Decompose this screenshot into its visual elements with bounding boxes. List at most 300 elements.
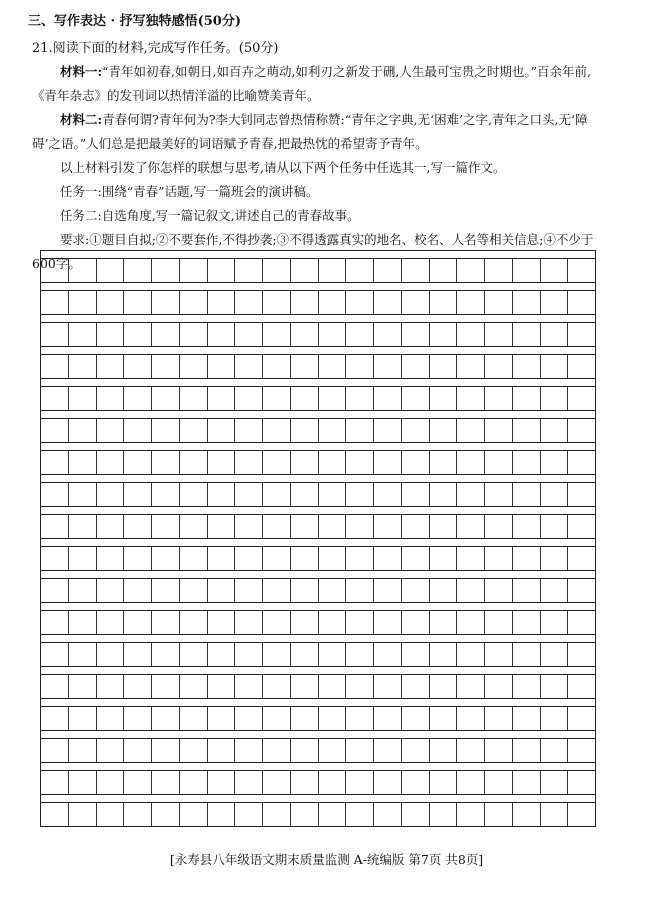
grid-cell[interactable]	[346, 547, 374, 570]
grid-cell[interactable]	[69, 643, 97, 666]
grid-cell[interactable]	[485, 579, 513, 602]
grid-cell[interactable]	[346, 611, 374, 634]
grid-cell[interactable]	[180, 643, 208, 666]
grid-cell[interactable]	[69, 291, 97, 314]
grid-cell[interactable]	[152, 611, 180, 634]
grid-cell[interactable]	[235, 515, 263, 538]
grid-cell[interactable]	[41, 451, 69, 474]
grid-cell[interactable]	[541, 643, 569, 666]
grid-cell[interactable]	[568, 291, 595, 314]
grid-cell[interactable]	[180, 771, 208, 794]
grid-cell[interactable]	[41, 675, 69, 698]
grid-cell[interactable]	[541, 387, 569, 410]
grid-cell[interactable]	[235, 387, 263, 410]
grid-cell[interactable]	[291, 451, 319, 474]
grid-cell[interactable]	[541, 515, 569, 538]
grid-cell[interactable]	[513, 387, 541, 410]
grid-cell[interactable]	[374, 803, 402, 826]
grid-cell[interactable]	[152, 419, 180, 442]
grid-cell[interactable]	[263, 483, 291, 506]
grid-cell[interactable]	[152, 291, 180, 314]
grid-cell[interactable]	[402, 739, 430, 762]
grid-cell[interactable]	[457, 451, 485, 474]
grid-cell[interactable]	[568, 483, 595, 506]
grid-cell[interactable]	[124, 611, 152, 634]
grid-cell[interactable]	[263, 259, 291, 282]
grid-cell[interactable]	[430, 419, 458, 442]
grid-cell[interactable]	[208, 387, 236, 410]
grid-cell[interactable]	[541, 419, 569, 442]
grid-cell[interactable]	[152, 803, 180, 826]
grid-cell[interactable]	[69, 387, 97, 410]
grid-cell[interactable]	[457, 579, 485, 602]
grid-cell[interactable]	[513, 355, 541, 378]
grid-cell[interactable]	[346, 643, 374, 666]
grid-cell[interactable]	[346, 355, 374, 378]
grid-cell[interactable]	[208, 259, 236, 282]
grid-cell[interactable]	[235, 579, 263, 602]
grid-cell[interactable]	[69, 771, 97, 794]
grid-cell[interactable]	[513, 643, 541, 666]
grid-cell[interactable]	[457, 611, 485, 634]
grid-cell[interactable]	[124, 579, 152, 602]
grid-cell[interactable]	[235, 739, 263, 762]
grid-cell[interactable]	[97, 739, 125, 762]
grid-cell[interactable]	[568, 355, 595, 378]
grid-cell[interactable]	[69, 355, 97, 378]
grid-cell[interactable]	[152, 675, 180, 698]
grid-cell[interactable]	[180, 707, 208, 730]
grid-cell[interactable]	[319, 323, 347, 346]
grid-cell[interactable]	[457, 387, 485, 410]
grid-cell[interactable]	[457, 547, 485, 570]
grid-cell[interactable]	[430, 387, 458, 410]
grid-cell[interactable]	[180, 675, 208, 698]
grid-cell[interactable]	[97, 707, 125, 730]
grid-cell[interactable]	[180, 259, 208, 282]
grid-cell[interactable]	[124, 355, 152, 378]
grid-cell[interactable]	[430, 547, 458, 570]
grid-cell[interactable]	[485, 707, 513, 730]
grid-cell[interactable]	[430, 515, 458, 538]
grid-cell[interactable]	[346, 323, 374, 346]
grid-cell[interactable]	[263, 579, 291, 602]
grid-cell[interactable]	[568, 323, 595, 346]
grid-cell[interactable]	[568, 771, 595, 794]
grid-cell[interactable]	[374, 515, 402, 538]
grid-cell[interactable]	[208, 611, 236, 634]
grid-cell[interactable]	[291, 611, 319, 634]
grid-cell[interactable]	[180, 547, 208, 570]
grid-cell[interactable]	[402, 675, 430, 698]
grid-cell[interactable]	[180, 355, 208, 378]
grid-cell[interactable]	[485, 803, 513, 826]
grid-cell[interactable]	[263, 451, 291, 474]
grid-cell[interactable]	[568, 643, 595, 666]
grid-cell[interactable]	[430, 675, 458, 698]
grid-cell[interactable]	[208, 323, 236, 346]
grid-cell[interactable]	[69, 611, 97, 634]
grid-cell[interactable]	[374, 419, 402, 442]
grid-cell[interactable]	[41, 387, 69, 410]
grid-cell[interactable]	[291, 323, 319, 346]
grid-cell[interactable]	[402, 483, 430, 506]
grid-cell[interactable]	[319, 387, 347, 410]
grid-cell[interactable]	[319, 355, 347, 378]
grid-cell[interactable]	[374, 771, 402, 794]
grid-cell[interactable]	[485, 451, 513, 474]
grid-cell[interactable]	[124, 387, 152, 410]
grid-cell[interactable]	[180, 419, 208, 442]
grid-cell[interactable]	[291, 547, 319, 570]
grid-cell[interactable]	[346, 419, 374, 442]
grid-cell[interactable]	[41, 483, 69, 506]
grid-cell[interactable]	[430, 579, 458, 602]
grid-cell[interactable]	[180, 323, 208, 346]
grid-cell[interactable]	[457, 483, 485, 506]
grid-cell[interactable]	[152, 707, 180, 730]
grid-cell[interactable]	[319, 259, 347, 282]
grid-cell[interactable]	[69, 259, 97, 282]
grid-cell[interactable]	[541, 355, 569, 378]
grid-cell[interactable]	[180, 387, 208, 410]
grid-cell[interactable]	[263, 291, 291, 314]
grid-cell[interactable]	[541, 675, 569, 698]
grid-cell[interactable]	[568, 515, 595, 538]
grid-cell[interactable]	[430, 355, 458, 378]
grid-cell[interactable]	[69, 547, 97, 570]
grid-cell[interactable]	[374, 451, 402, 474]
grid-cell[interactable]	[263, 355, 291, 378]
grid-cell[interactable]	[208, 707, 236, 730]
grid-cell[interactable]	[402, 547, 430, 570]
grid-cell[interactable]	[69, 419, 97, 442]
grid-cell[interactable]	[152, 323, 180, 346]
grid-cell[interactable]	[541, 259, 569, 282]
grid-cell[interactable]	[541, 771, 569, 794]
grid-cell[interactable]	[319, 451, 347, 474]
grid-cell[interactable]	[180, 451, 208, 474]
grid-cell[interactable]	[430, 707, 458, 730]
grid-cell[interactable]	[41, 291, 69, 314]
grid-cell[interactable]	[513, 323, 541, 346]
grid-cell[interactable]	[180, 611, 208, 634]
grid-cell[interactable]	[263, 803, 291, 826]
grid-cell[interactable]	[457, 771, 485, 794]
grid-cell[interactable]	[513, 419, 541, 442]
grid-cell[interactable]	[319, 547, 347, 570]
grid-cell[interactable]	[513, 547, 541, 570]
grid-cell[interactable]	[430, 259, 458, 282]
grid-cell[interactable]	[235, 771, 263, 794]
grid-cell[interactable]	[263, 675, 291, 698]
grid-cell[interactable]	[541, 483, 569, 506]
grid-cell[interactable]	[152, 515, 180, 538]
grid-cell[interactable]	[180, 803, 208, 826]
grid-cell[interactable]	[208, 771, 236, 794]
grid-cell[interactable]	[374, 547, 402, 570]
grid-cell[interactable]	[346, 483, 374, 506]
grid-cell[interactable]	[402, 771, 430, 794]
grid-cell[interactable]	[291, 771, 319, 794]
grid-cell[interactable]	[69, 483, 97, 506]
grid-cell[interactable]	[513, 579, 541, 602]
grid-cell[interactable]	[69, 451, 97, 474]
grid-cell[interactable]	[402, 291, 430, 314]
grid-cell[interactable]	[263, 547, 291, 570]
grid-cell[interactable]	[374, 643, 402, 666]
grid-cell[interactable]	[208, 515, 236, 538]
grid-cell[interactable]	[124, 419, 152, 442]
grid-cell[interactable]	[41, 643, 69, 666]
grid-cell[interactable]	[97, 675, 125, 698]
grid-cell[interactable]	[124, 739, 152, 762]
grid-cell[interactable]	[124, 643, 152, 666]
grid-cell[interactable]	[485, 323, 513, 346]
grid-cell[interactable]	[513, 483, 541, 506]
grid-cell[interactable]	[291, 355, 319, 378]
grid-cell[interactable]	[41, 739, 69, 762]
grid-cell[interactable]	[97, 387, 125, 410]
grid-cell[interactable]	[41, 355, 69, 378]
grid-cell[interactable]	[346, 291, 374, 314]
grid-cell[interactable]	[208, 675, 236, 698]
grid-cell[interactable]	[291, 483, 319, 506]
grid-cell[interactable]	[541, 291, 569, 314]
grid-cell[interactable]	[97, 259, 125, 282]
grid-cell[interactable]	[568, 259, 595, 282]
grid-cell[interactable]	[513, 707, 541, 730]
grid-cell[interactable]	[568, 579, 595, 602]
grid-cell[interactable]	[513, 259, 541, 282]
grid-cell[interactable]	[152, 579, 180, 602]
grid-cell[interactable]	[485, 611, 513, 634]
grid-cell[interactable]	[208, 547, 236, 570]
grid-cell[interactable]	[152, 259, 180, 282]
grid-cell[interactable]	[319, 771, 347, 794]
grid-cell[interactable]	[235, 611, 263, 634]
grid-cell[interactable]	[513, 291, 541, 314]
writing-grid[interactable]	[40, 250, 596, 827]
grid-cell[interactable]	[374, 739, 402, 762]
grid-cell[interactable]	[485, 675, 513, 698]
grid-cell[interactable]	[97, 291, 125, 314]
grid-cell[interactable]	[568, 387, 595, 410]
grid-cell[interactable]	[541, 579, 569, 602]
grid-cell[interactable]	[263, 771, 291, 794]
grid-cell[interactable]	[97, 451, 125, 474]
grid-cell[interactable]	[235, 643, 263, 666]
grid-cell[interactable]	[319, 291, 347, 314]
grid-cell[interactable]	[430, 483, 458, 506]
grid-cell[interactable]	[291, 739, 319, 762]
grid-cell[interactable]	[235, 291, 263, 314]
grid-cell[interactable]	[319, 643, 347, 666]
grid-cell[interactable]	[263, 387, 291, 410]
grid-cell[interactable]	[180, 483, 208, 506]
grid-cell[interactable]	[457, 739, 485, 762]
grid-cell[interactable]	[346, 803, 374, 826]
grid-cell[interactable]	[374, 579, 402, 602]
grid-cell[interactable]	[208, 579, 236, 602]
grid-cell[interactable]	[568, 611, 595, 634]
grid-cell[interactable]	[41, 611, 69, 634]
grid-cell[interactable]	[485, 515, 513, 538]
grid-cell[interactable]	[402, 803, 430, 826]
grid-cell[interactable]	[263, 323, 291, 346]
grid-cell[interactable]	[291, 291, 319, 314]
grid-cell[interactable]	[346, 707, 374, 730]
grid-cell[interactable]	[124, 259, 152, 282]
grid-cell[interactable]	[319, 611, 347, 634]
grid-cell[interactable]	[235, 483, 263, 506]
grid-cell[interactable]	[374, 355, 402, 378]
grid-cell[interactable]	[41, 259, 69, 282]
grid-cell[interactable]	[402, 643, 430, 666]
grid-cell[interactable]	[457, 515, 485, 538]
grid-cell[interactable]	[124, 291, 152, 314]
grid-cell[interactable]	[485, 419, 513, 442]
grid-cell[interactable]	[41, 323, 69, 346]
grid-cell[interactable]	[124, 771, 152, 794]
grid-cell[interactable]	[457, 259, 485, 282]
grid-cell[interactable]	[457, 707, 485, 730]
grid-cell[interactable]	[97, 611, 125, 634]
grid-cell[interactable]	[41, 771, 69, 794]
grid-cell[interactable]	[513, 515, 541, 538]
grid-cell[interactable]	[402, 387, 430, 410]
grid-cell[interactable]	[402, 611, 430, 634]
grid-cell[interactable]	[430, 803, 458, 826]
grid-cell[interactable]	[208, 643, 236, 666]
grid-cell[interactable]	[374, 259, 402, 282]
grid-cell[interactable]	[568, 707, 595, 730]
grid-cell[interactable]	[235, 675, 263, 698]
grid-cell[interactable]	[97, 483, 125, 506]
grid-cell[interactable]	[97, 643, 125, 666]
grid-cell[interactable]	[263, 707, 291, 730]
grid-cell[interactable]	[346, 771, 374, 794]
grid-cell[interactable]	[402, 419, 430, 442]
grid-cell[interactable]	[374, 387, 402, 410]
grid-cell[interactable]	[41, 547, 69, 570]
grid-cell[interactable]	[263, 611, 291, 634]
grid-cell[interactable]	[402, 451, 430, 474]
grid-cell[interactable]	[457, 419, 485, 442]
grid-cell[interactable]	[180, 739, 208, 762]
grid-cell[interactable]	[568, 675, 595, 698]
grid-cell[interactable]	[235, 451, 263, 474]
grid-cell[interactable]	[69, 739, 97, 762]
grid-cell[interactable]	[319, 483, 347, 506]
grid-cell[interactable]	[97, 771, 125, 794]
grid-cell[interactable]	[180, 515, 208, 538]
grid-cell[interactable]	[346, 515, 374, 538]
grid-cell[interactable]	[430, 323, 458, 346]
grid-cell[interactable]	[152, 387, 180, 410]
grid-cell[interactable]	[41, 707, 69, 730]
grid-cell[interactable]	[568, 419, 595, 442]
grid-cell[interactable]	[235, 707, 263, 730]
grid-cell[interactable]	[152, 643, 180, 666]
grid-cell[interactable]	[319, 739, 347, 762]
grid-cell[interactable]	[124, 451, 152, 474]
grid-cell[interactable]	[319, 707, 347, 730]
grid-cell[interactable]	[291, 675, 319, 698]
grid-cell[interactable]	[41, 419, 69, 442]
grid-cell[interactable]	[346, 259, 374, 282]
grid-cell[interactable]	[124, 675, 152, 698]
grid-cell[interactable]	[346, 579, 374, 602]
grid-cell[interactable]	[541, 451, 569, 474]
grid-cell[interactable]	[374, 483, 402, 506]
grid-cell[interactable]	[485, 643, 513, 666]
grid-cell[interactable]	[346, 739, 374, 762]
grid-cell[interactable]	[208, 739, 236, 762]
grid-cell[interactable]	[263, 419, 291, 442]
grid-cell[interactable]	[374, 611, 402, 634]
grid-cell[interactable]	[124, 323, 152, 346]
grid-cell[interactable]	[69, 323, 97, 346]
grid-cell[interactable]	[97, 803, 125, 826]
grid-cell[interactable]	[124, 483, 152, 506]
grid-cell[interactable]	[541, 739, 569, 762]
grid-cell[interactable]	[402, 515, 430, 538]
grid-cell[interactable]	[291, 579, 319, 602]
grid-cell[interactable]	[235, 803, 263, 826]
grid-cell[interactable]	[235, 419, 263, 442]
grid-cell[interactable]	[374, 675, 402, 698]
grid-cell[interactable]	[485, 483, 513, 506]
grid-cell[interactable]	[374, 323, 402, 346]
grid-cell[interactable]	[541, 707, 569, 730]
grid-cell[interactable]	[430, 739, 458, 762]
grid-cell[interactable]	[69, 515, 97, 538]
grid-cell[interactable]	[430, 291, 458, 314]
grid-cell[interactable]	[457, 291, 485, 314]
grid-cell[interactable]	[457, 323, 485, 346]
grid-cell[interactable]	[97, 515, 125, 538]
grid-cell[interactable]	[97, 547, 125, 570]
grid-cell[interactable]	[180, 579, 208, 602]
grid-cell[interactable]	[568, 803, 595, 826]
grid-cell[interactable]	[152, 483, 180, 506]
grid-cell[interactable]	[69, 803, 97, 826]
grid-cell[interactable]	[485, 771, 513, 794]
grid-cell[interactable]	[208, 291, 236, 314]
grid-cell[interactable]	[485, 739, 513, 762]
grid-cell[interactable]	[152, 771, 180, 794]
grid-cell[interactable]	[97, 419, 125, 442]
grid-cell[interactable]	[152, 451, 180, 474]
grid-cell[interactable]	[235, 259, 263, 282]
grid-cell[interactable]	[263, 739, 291, 762]
grid-cell[interactable]	[457, 803, 485, 826]
grid-cell[interactable]	[402, 579, 430, 602]
grid-cell[interactable]	[513, 803, 541, 826]
grid-cell[interactable]	[152, 739, 180, 762]
grid-cell[interactable]	[180, 291, 208, 314]
grid-cell[interactable]	[402, 707, 430, 730]
grid-cell[interactable]	[208, 803, 236, 826]
grid-cell[interactable]	[485, 387, 513, 410]
grid-cell[interactable]	[291, 643, 319, 666]
grid-cell[interactable]	[513, 771, 541, 794]
grid-cell[interactable]	[430, 771, 458, 794]
grid-cell[interactable]	[152, 547, 180, 570]
grid-cell[interactable]	[485, 291, 513, 314]
grid-cell[interactable]	[568, 451, 595, 474]
